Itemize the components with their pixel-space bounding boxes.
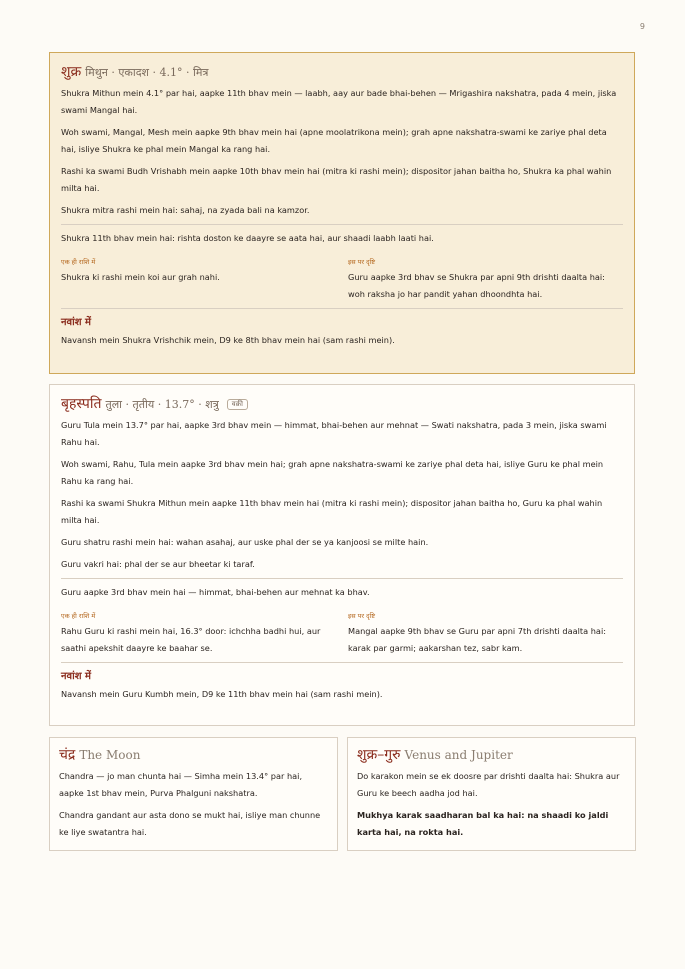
venus-navamsha-text: Navansh mein Shukra Vrishchik mein, D9 ke 8th bhav mein hai (sam rashi mein). — [61, 335, 395, 345]
jupiter-navamsha-heading: नवांश में — [61, 671, 91, 682]
venus-name: शुक्र — [61, 64, 82, 80]
moon-name: चंद्र — [59, 747, 76, 763]
venus-title — [61, 62, 623, 81]
venus-jupiter-title — [357, 745, 626, 764]
venus-aspect-label: इस पर दृष्टि — [348, 258, 375, 266]
jupiter-para-2: Woh swami, Rahu, Tula mein aapke 3rd bhav mein hai; grah apne nakshatra-swami ke zariye phal deta hai, isliye Guru ke phal mein Rahu ka rang hai. — [61, 459, 604, 486]
divider — [61, 224, 623, 225]
jupiter-conjunction-text: Rahu Guru ki rashi mein hai, 16.3° door: ichchha badhi hui, aur saathi apekshit daayre ke baahar se. — [61, 626, 321, 653]
venus-para-2: Woh swami, Mangal, Mesh mein aapke 9th bhav mein hai (apne moolatrikona mein); grah apne nakshatra-swami ke zariye phal deta hai, isliye Shukra ke phal mein Mangal ka rang hai. — [61, 127, 607, 154]
jupiter-conjunction-label: एक ही राशि में — [61, 612, 96, 620]
jupiter-title — [61, 394, 623, 413]
jupiter-para-4: Guru shatru rashi mein hai: wahan asahaj, aur uske phal der se ya kanjoosi se milte hain. — [61, 537, 429, 547]
venus-house-note: Shukra 11th bhav mein hai: rishta doston ke daayre se aata hai, aur shaadi laabh laati hai. — [61, 233, 434, 243]
jupiter-card — [49, 384, 635, 726]
venus-jupiter-name: शुक्र–गुरु — [357, 747, 401, 763]
moon-english-name: The Moon — [79, 748, 141, 762]
venus-para-1: Shukra Mithun mein 4.1° par hai, aapke 11th bhav mein — laabh, aay aur bade bhai-behen — Mrigashira nakshatra, pada 4 mein, jiska swami Mangal hai. — [61, 88, 617, 115]
moon-para-2: Chandra gandant aur asta dono se mukt hai, isliye man chunne ke liye swatantra hai. — [59, 810, 321, 837]
moon-title — [59, 745, 328, 764]
venus-aspect-text: Guru aapke 3rd bhav se Shukra par apni 9th drishti daalta hai: woh raksha jo har pandit yahan dhoondhta hai. — [348, 272, 605, 299]
venus-conjunction-label: एक ही राशि में — [61, 258, 96, 266]
page-number: 9 — [639, 22, 645, 31]
venus-navamsha-heading: नवांश में — [61, 317, 91, 328]
venus-conjunction-text: Shukra ki rashi mein koi aur grah nahi. — [61, 272, 220, 282]
jupiter-para-3: Rashi ka swami Shukra Mithun mein aapke 11th bhav mein hai (mitra ki rashi mein); dispositor jahan baitha ho, Guru ka phal wahin milta hai. — [61, 498, 603, 525]
venus-meta: मिथुन · एकादश · 4.1° · मित्र — [85, 66, 209, 79]
jupiter-conjunction — [61, 606, 336, 662]
jupiter-name: बृहस्पति — [61, 396, 102, 412]
retrograde-badge: वक्री — [227, 399, 248, 410]
jupiter-navamsha-text: Navansh mein Guru Kumbh mein, D9 ke 11th bhav mein hai (sam rashi mein). — [61, 689, 383, 699]
divider — [61, 662, 623, 663]
venus-card — [49, 52, 635, 374]
moon-card — [49, 737, 338, 851]
venus-jupiter-para: Do karakon mein se ek doosre par drishti daalta hai: Shukra aur Guru ke beech aadha jod hai. — [357, 771, 620, 798]
jupiter-columns — [61, 606, 623, 662]
divider — [61, 578, 623, 579]
jupiter-aspect — [348, 606, 623, 662]
jupiter-meta: तुला · तृतीय · 13.7° · शत्रु — [105, 398, 219, 411]
jupiter-aspect-label: इस पर दृष्टि — [348, 612, 375, 620]
venus-aspect — [348, 252, 623, 308]
venus-para-3: Rashi ka swami Budh Vrishabh mein aapke 10th bhav mein hai (mitra ki rashi mein); dispositor jahan baitha ho, Shukra ka phal wahin milta hai. — [61, 166, 612, 193]
venus-conjunction — [61, 252, 336, 308]
venus-jupiter-card — [347, 737, 636, 851]
moon-para-1: Chandra — jo man chunta hai — Simha mein 13.4° par hai, aapke 1st bhav mein, Purva Phalguni nakshatra. — [59, 771, 303, 798]
jupiter-para-1: Guru Tula mein 13.7° par hai, aapke 3rd bhav mein — himmat, bhai-behen aur mehnat — Swati nakshatra, pada 3 mein, jiska swami Rahu hai. — [61, 420, 607, 447]
divider — [61, 308, 623, 309]
venus-jupiter-verdict: Mukhya karak saadharan bal ka hai: na shaadi ko jaldi karta hai, na rokta hai. — [357, 810, 609, 837]
jupiter-house-note: Guru aapke 3rd bhav mein hai — himmat, bhai-behen aur mehnat ka bhav. — [61, 587, 370, 597]
venus-para-4: Shukra mitra rashi mein hai: sahaj, na zyada bali na kamzor. — [61, 205, 310, 215]
jupiter-aspect-text: Mangal aapke 9th bhav se Guru par apni 7th drishti daalta hai: karak par garmi; aakarshan tez, sabr kam. — [348, 626, 606, 653]
venus-jupiter-english-name: Venus and Jupiter — [404, 748, 513, 762]
venus-columns — [61, 252, 623, 308]
jupiter-para-5: Guru vakri hai: phal der se aur bheetar ki taraf. — [61, 559, 255, 569]
